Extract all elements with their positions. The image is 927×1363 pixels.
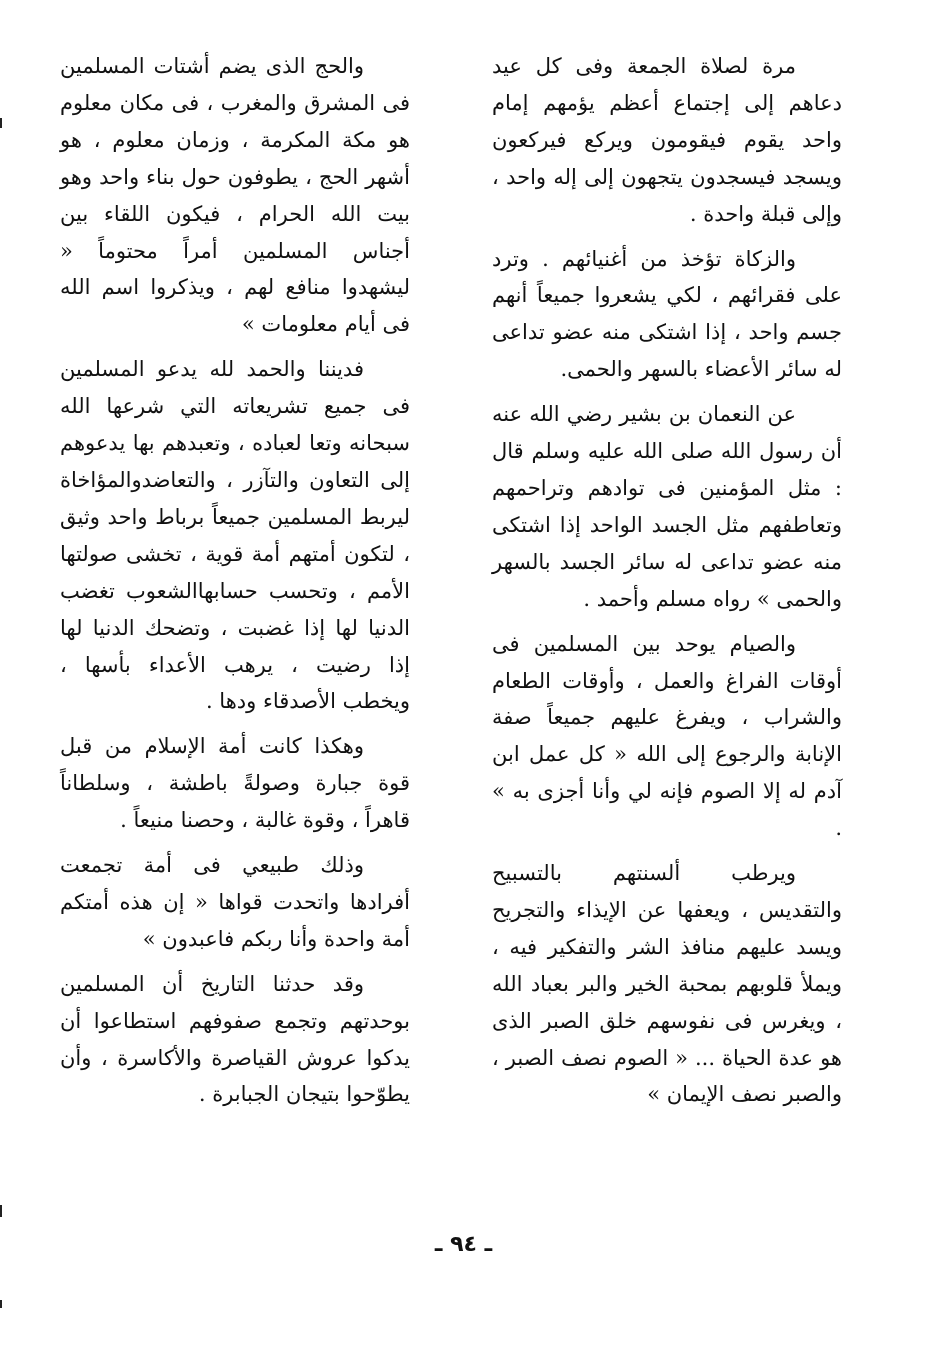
paragraph: فديننا والحمد لله يدعو المسلمين فى جميع تشريعاته التي شرعها الله سبحانه وتعا لعباده ، وتعبدهم بها يدعوهم إلى التعاون والتآزر ، والتعاضدوالمؤاخاة ليربط المسلمين جميعاً برباط واحد وثيق ، لتكون أمتهم أمة قوية ، تخشى صولتها الأمم ، وتحسب حسابهاالشعوب تغضب الدنيا لها إذا غضبت ، وتضحك الدنيا لها إذا رضيت ، يرهب الأعداء بأسها ، ويخطب الأصدقاء ودها . xyxy=(60,357,410,714)
paragraph: وقد حدثنا التاريخ أن المسلمين بوحدتهم وتجمع صفوفهم استطاعوا أن يدكوا عروش القياصرة والأكاسرة ، وأن يطوّحوا بتيجان الجبابرة . xyxy=(60,971,410,1107)
scan-margin-mark xyxy=(0,1205,2,1217)
scan-margin-mark xyxy=(0,118,2,128)
right-text-column xyxy=(492,48,842,1121)
left-text-column xyxy=(60,48,410,1121)
paragraph: والصيام يوحد بين المسلمين فى أوقات الفراغ والعمل ، وأوقات الطعام والشراب ، ويفرغ عليهم جميعاً صفة الإنابة والرجوع إلى الله « كل عمل ابن آدم له إلا الصوم فإنه لي وأنا أجزى به » . xyxy=(492,631,842,841)
page-number: ـ ٩٤ ـ xyxy=(434,1232,493,1257)
paragraph: والحج الذى يضم أشتات المسلمين فى المشرق والمغرب ، فى مكان معلوم هو مكة المكرمة ، وزمان معلوم ، هو أشهر الحج ، يطوفون حول بناء واحد وهو بيت الله الحرام ، فيكون اللقاء بين أجناس المسلمين أمراً محتوماً « ليشهدوا منافع لهم ، ويذكروا اسم الله فى أيام معلومات » xyxy=(60,54,410,337)
paragraph: مرة لصلاة الجمعة وفى كل عيد دعاهم إلى إجتماع أعظم يؤمهم إمام واحد يقوم فيقومون ويركع فيركعون ويسجد فيسجدون يتجهون إلى إله واحد ، وإلى قبلة واحدة . xyxy=(492,54,842,226)
paragraph: ويرطب ألسنتهم بالتسبيح والتقديس ، ويعفها عن الإيذاء والتجريح ويسد عليهم منافذ الشر والتفكير فيه ، ويملأ قلوبهم بمحبة الخير والبر بعباد الله ، ويغرس فى نفوسهم خلق الصبر الذى هو عدة الحياة ... « الصوم نصف الصبر ، والصبر نصف الإيمان » xyxy=(492,861,842,1107)
scan-margin-mark xyxy=(0,1300,2,1308)
paragraph: والزكاة تؤخذ من أغنيائهم . وترد على فقرائهم ، لكي يشعروا جميعاً أنهم جسم واحد ، إذا اشتكى منه عضو تداعى له سائر الأعضاء بالسهر والحمى. xyxy=(492,246,842,382)
paragraph: وهكذا كانت أمة الإسلام من قبل قوة جبارة وصولةً باطشة ، وسلطاناً قاهراً ، وقوة غالبة ، وحصنا منيعاً . xyxy=(60,734,410,833)
paragraph: وذلك طبيعي فى أمة تجمعت أفرادها واتحدت قواها « إن هذه أمتكم أمة واحدة وأنا ربكم فاعبدون » xyxy=(60,853,410,951)
paragraph: عن النعمان بن بشير رضي الله عنه أن رسول الله صلى الله عليه وسلم قال : مثل المؤمنين فى توادهم وتراحمهم وتعاطفهم مثل الجسد الواحد إذا اشتكى منه عضو تداعى له سائر الجسد بالسهر والحمى » رواه مسلم وأحمد . xyxy=(492,402,842,611)
